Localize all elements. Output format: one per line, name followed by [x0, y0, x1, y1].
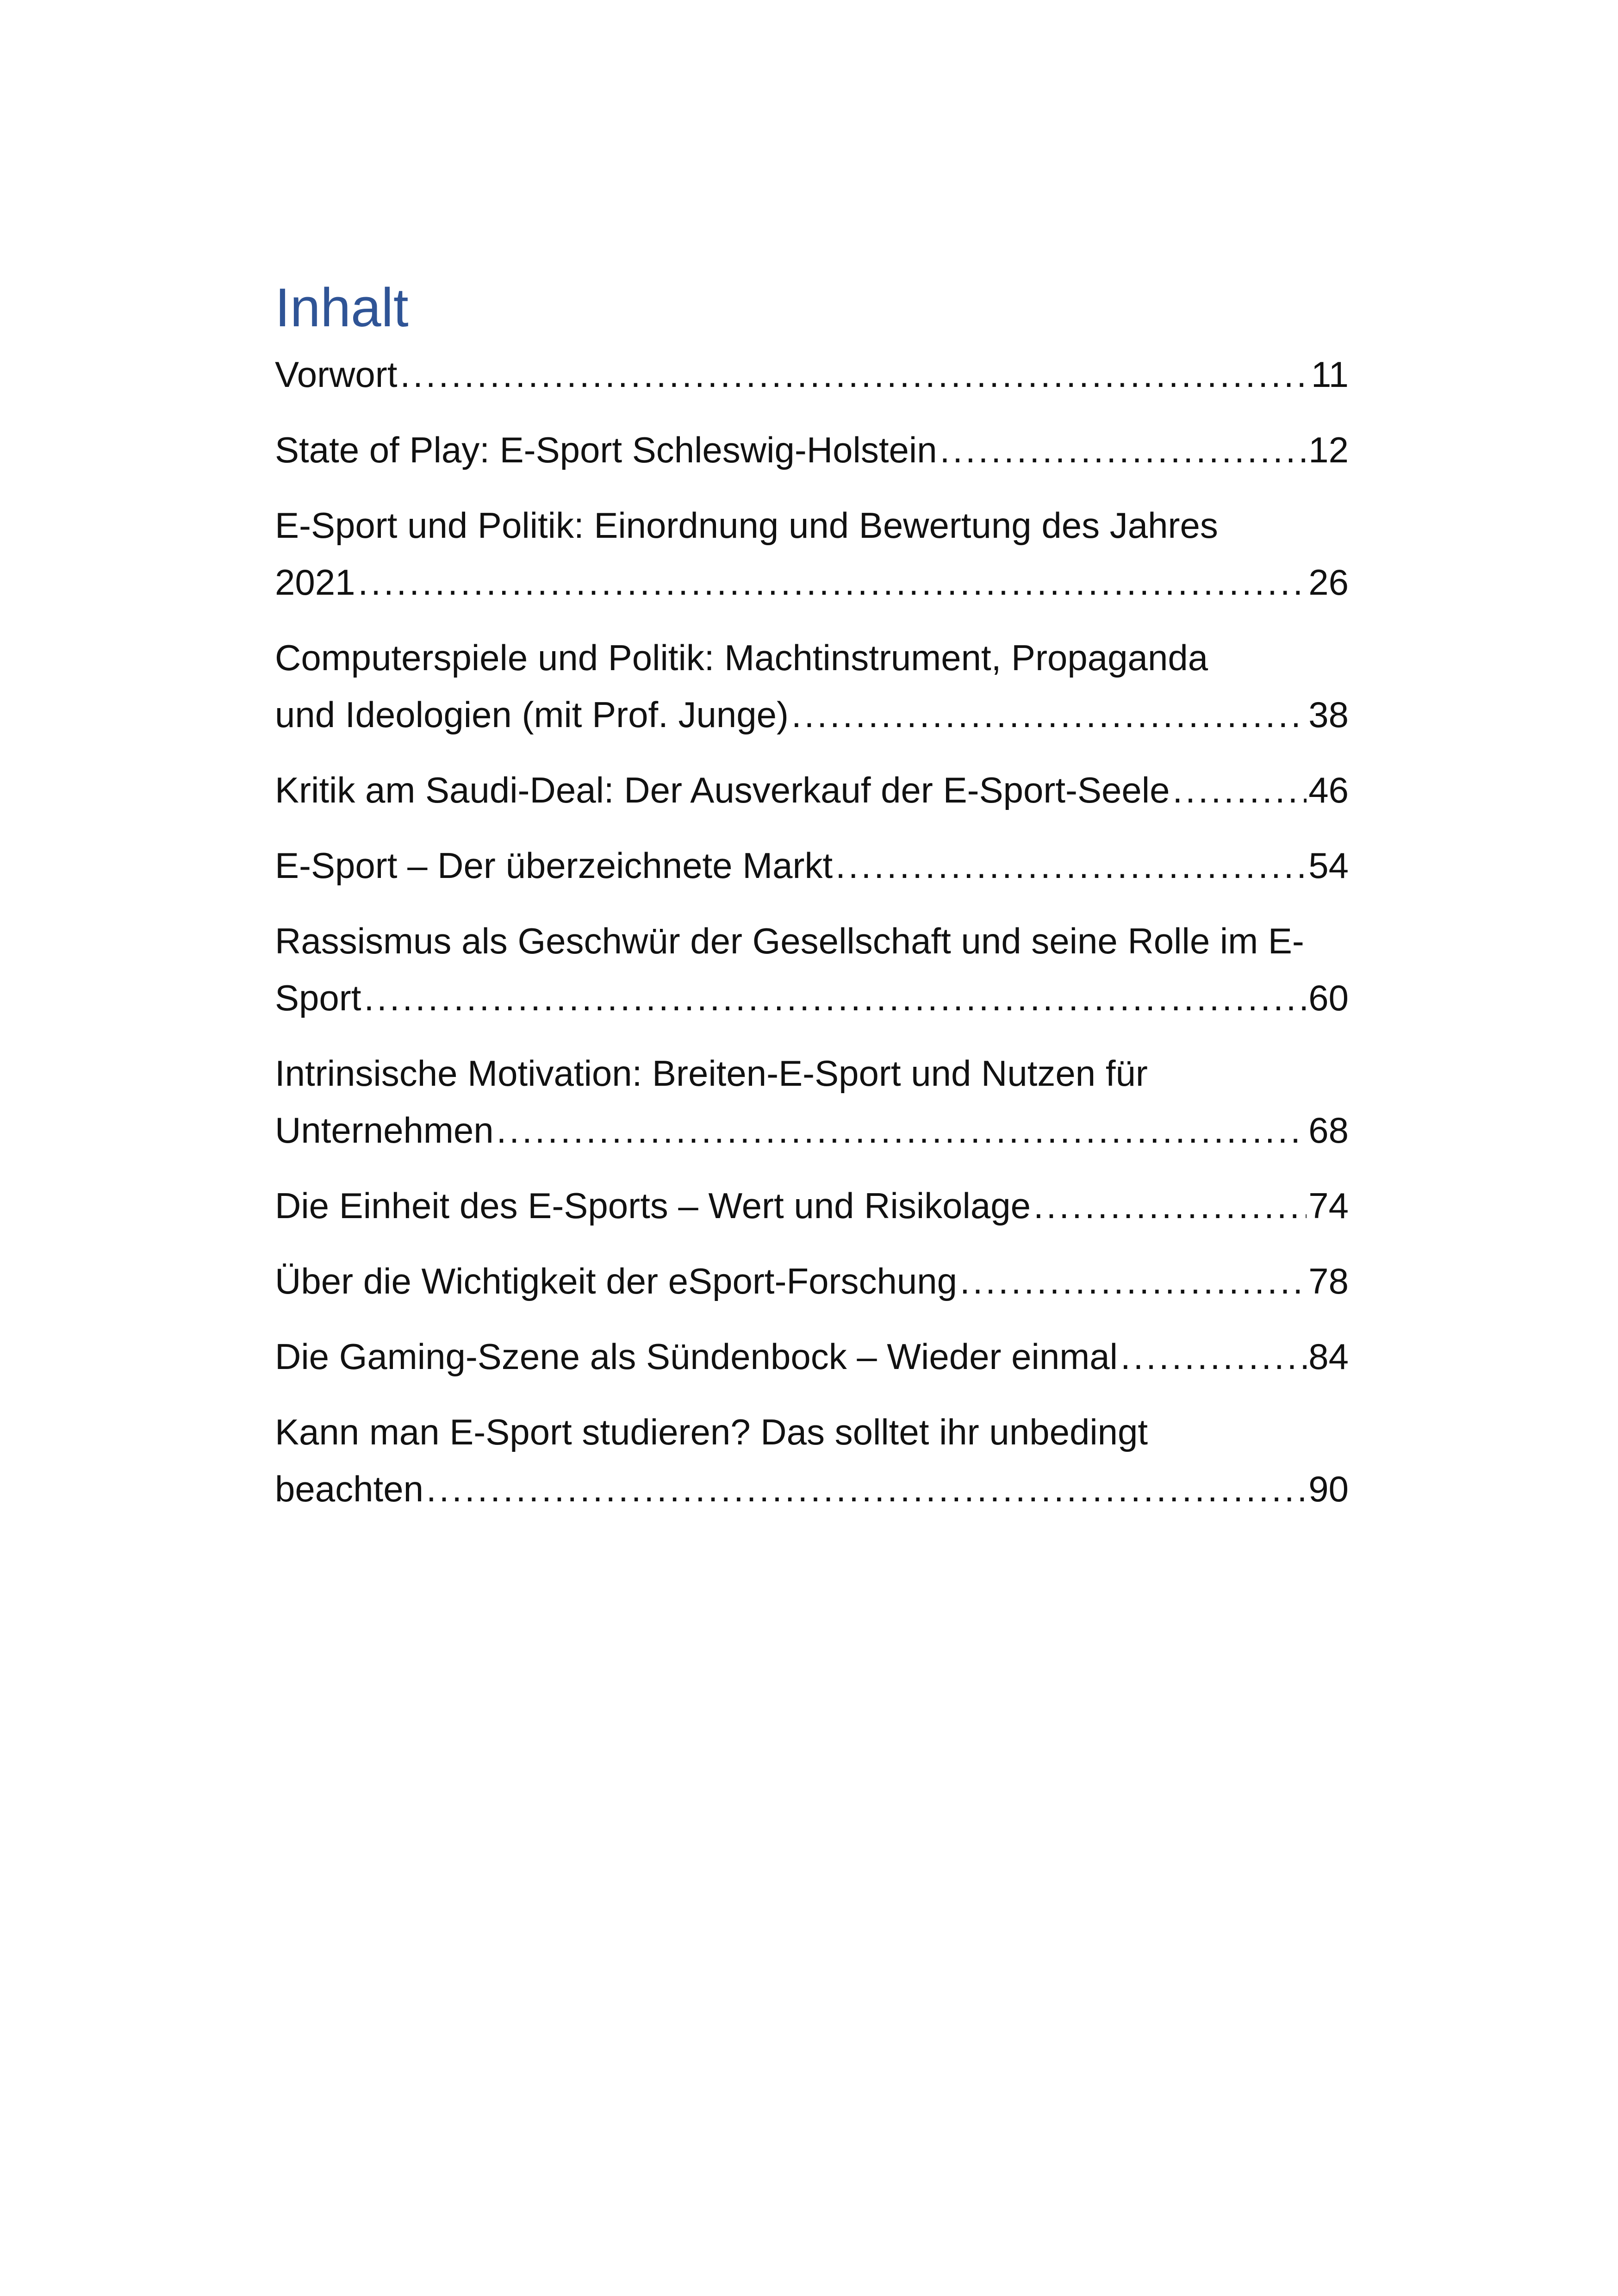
toc-entry[interactable]	[275, 1045, 1349, 1159]
toc-dot-leader	[1120, 1328, 1307, 1385]
toc-entry-title: E-Sport – Der überzeichnete Markt	[275, 845, 833, 886]
toc-dot-leader	[1172, 762, 1307, 819]
toc-entry-title: Unternehmen	[275, 1110, 494, 1151]
toc-entry[interactable]	[275, 497, 1349, 611]
toc-entry[interactable]	[275, 422, 1349, 479]
toc-entry-title: Kritik am Saudi-Deal: Der Ausverkauf der E-Sport-Seele	[275, 770, 1170, 810]
toc-dot-leader	[364, 970, 1307, 1027]
toc-dot-leader	[791, 686, 1307, 743]
toc-entry-line	[275, 686, 1349, 743]
toc-dot-leader	[1033, 1177, 1307, 1234]
toc-entry-title: Die Gaming-Szene als Sündenbock – Wieder einmal	[275, 1336, 1118, 1377]
toc-entry-title: 2021	[275, 562, 355, 603]
toc-entry[interactable]	[275, 837, 1349, 894]
toc-entry-title-line: E-Sport und Politik: Einordnung und Bewertung des Jahres	[275, 505, 1218, 546]
toc-title: Inhalt	[275, 277, 409, 338]
toc-page-number: 54	[1308, 845, 1349, 886]
toc-page-number: 26	[1308, 562, 1349, 603]
toc-page-number: 46	[1308, 770, 1349, 810]
toc-dot-leader	[960, 1253, 1307, 1310]
toc-entry-line	[275, 1328, 1349, 1385]
toc-entry[interactable]	[275, 1328, 1349, 1385]
toc-dot-leader	[426, 1461, 1307, 1518]
toc-entry-title: beachten	[275, 1468, 423, 1509]
toc-entry[interactable]	[275, 1177, 1349, 1234]
toc-entry-title-line: Kann man E-Sport studieren? Das solltet ihr unbedingt	[275, 1412, 1148, 1452]
toc-entry-line	[275, 762, 1349, 819]
toc-dot-leader	[940, 422, 1307, 479]
toc-entry[interactable]	[275, 629, 1349, 743]
table-of-contents	[275, 273, 1349, 1536]
toc-dot-leader	[358, 554, 1307, 611]
toc-entry-line	[275, 1177, 1349, 1234]
toc-dot-leader	[835, 837, 1307, 894]
toc-entry-title: State of Play: E-Sport Schleswig-Holstein	[275, 429, 937, 470]
toc-page-number: 38	[1308, 694, 1349, 735]
toc-page-number: 68	[1308, 1110, 1349, 1151]
toc-entry-line	[275, 422, 1349, 479]
toc-entry-line	[275, 837, 1349, 894]
toc-entry-title: Vorwort	[275, 354, 398, 395]
toc-page-number: 84	[1308, 1336, 1349, 1377]
toc-entry[interactable]	[275, 1404, 1349, 1518]
toc-dot-leader	[400, 346, 1309, 403]
toc-page-number: 60	[1308, 977, 1349, 1018]
toc-entry-title: und Ideologien (mit Prof. Junge)	[275, 694, 789, 735]
toc-entry[interactable]	[275, 1253, 1349, 1310]
toc-entry[interactable]	[275, 346, 1349, 403]
toc-entry-line	[275, 1253, 1349, 1310]
toc-entry-title: Die Einheit des E-Sports – Wert und Risikolage	[275, 1185, 1031, 1226]
toc-entry-line	[275, 1461, 1349, 1518]
toc-entry-line	[275, 1102, 1349, 1159]
toc-entry-title-line: Computerspiele und Politik: Machtinstrument, Propaganda	[275, 637, 1208, 678]
toc-dot-leader	[497, 1102, 1307, 1159]
toc-entry-title: Sport	[275, 977, 361, 1018]
toc-page-number: 11	[1311, 354, 1349, 395]
toc-page-number: 12	[1308, 429, 1349, 470]
toc-entry-title-line: Intrinsische Motivation: Breiten-E-Sport und Nutzen für	[275, 1053, 1148, 1094]
toc-entry-line	[275, 554, 1349, 611]
toc-entry-line	[275, 346, 1349, 403]
toc-entry-line	[275, 970, 1349, 1027]
toc-page-number: 78	[1308, 1261, 1349, 1301]
toc-entry-title-line: Rassismus als Geschwür der Gesellschaft und seine Rolle im E-	[275, 921, 1304, 961]
toc-entry-title: Über die Wichtigkeit der eSport-Forschung	[275, 1261, 957, 1301]
toc-page-number: 90	[1308, 1468, 1349, 1509]
toc-entry[interactable]	[275, 762, 1349, 819]
toc-page-number: 74	[1308, 1185, 1349, 1226]
toc-entry[interactable]	[275, 913, 1349, 1027]
